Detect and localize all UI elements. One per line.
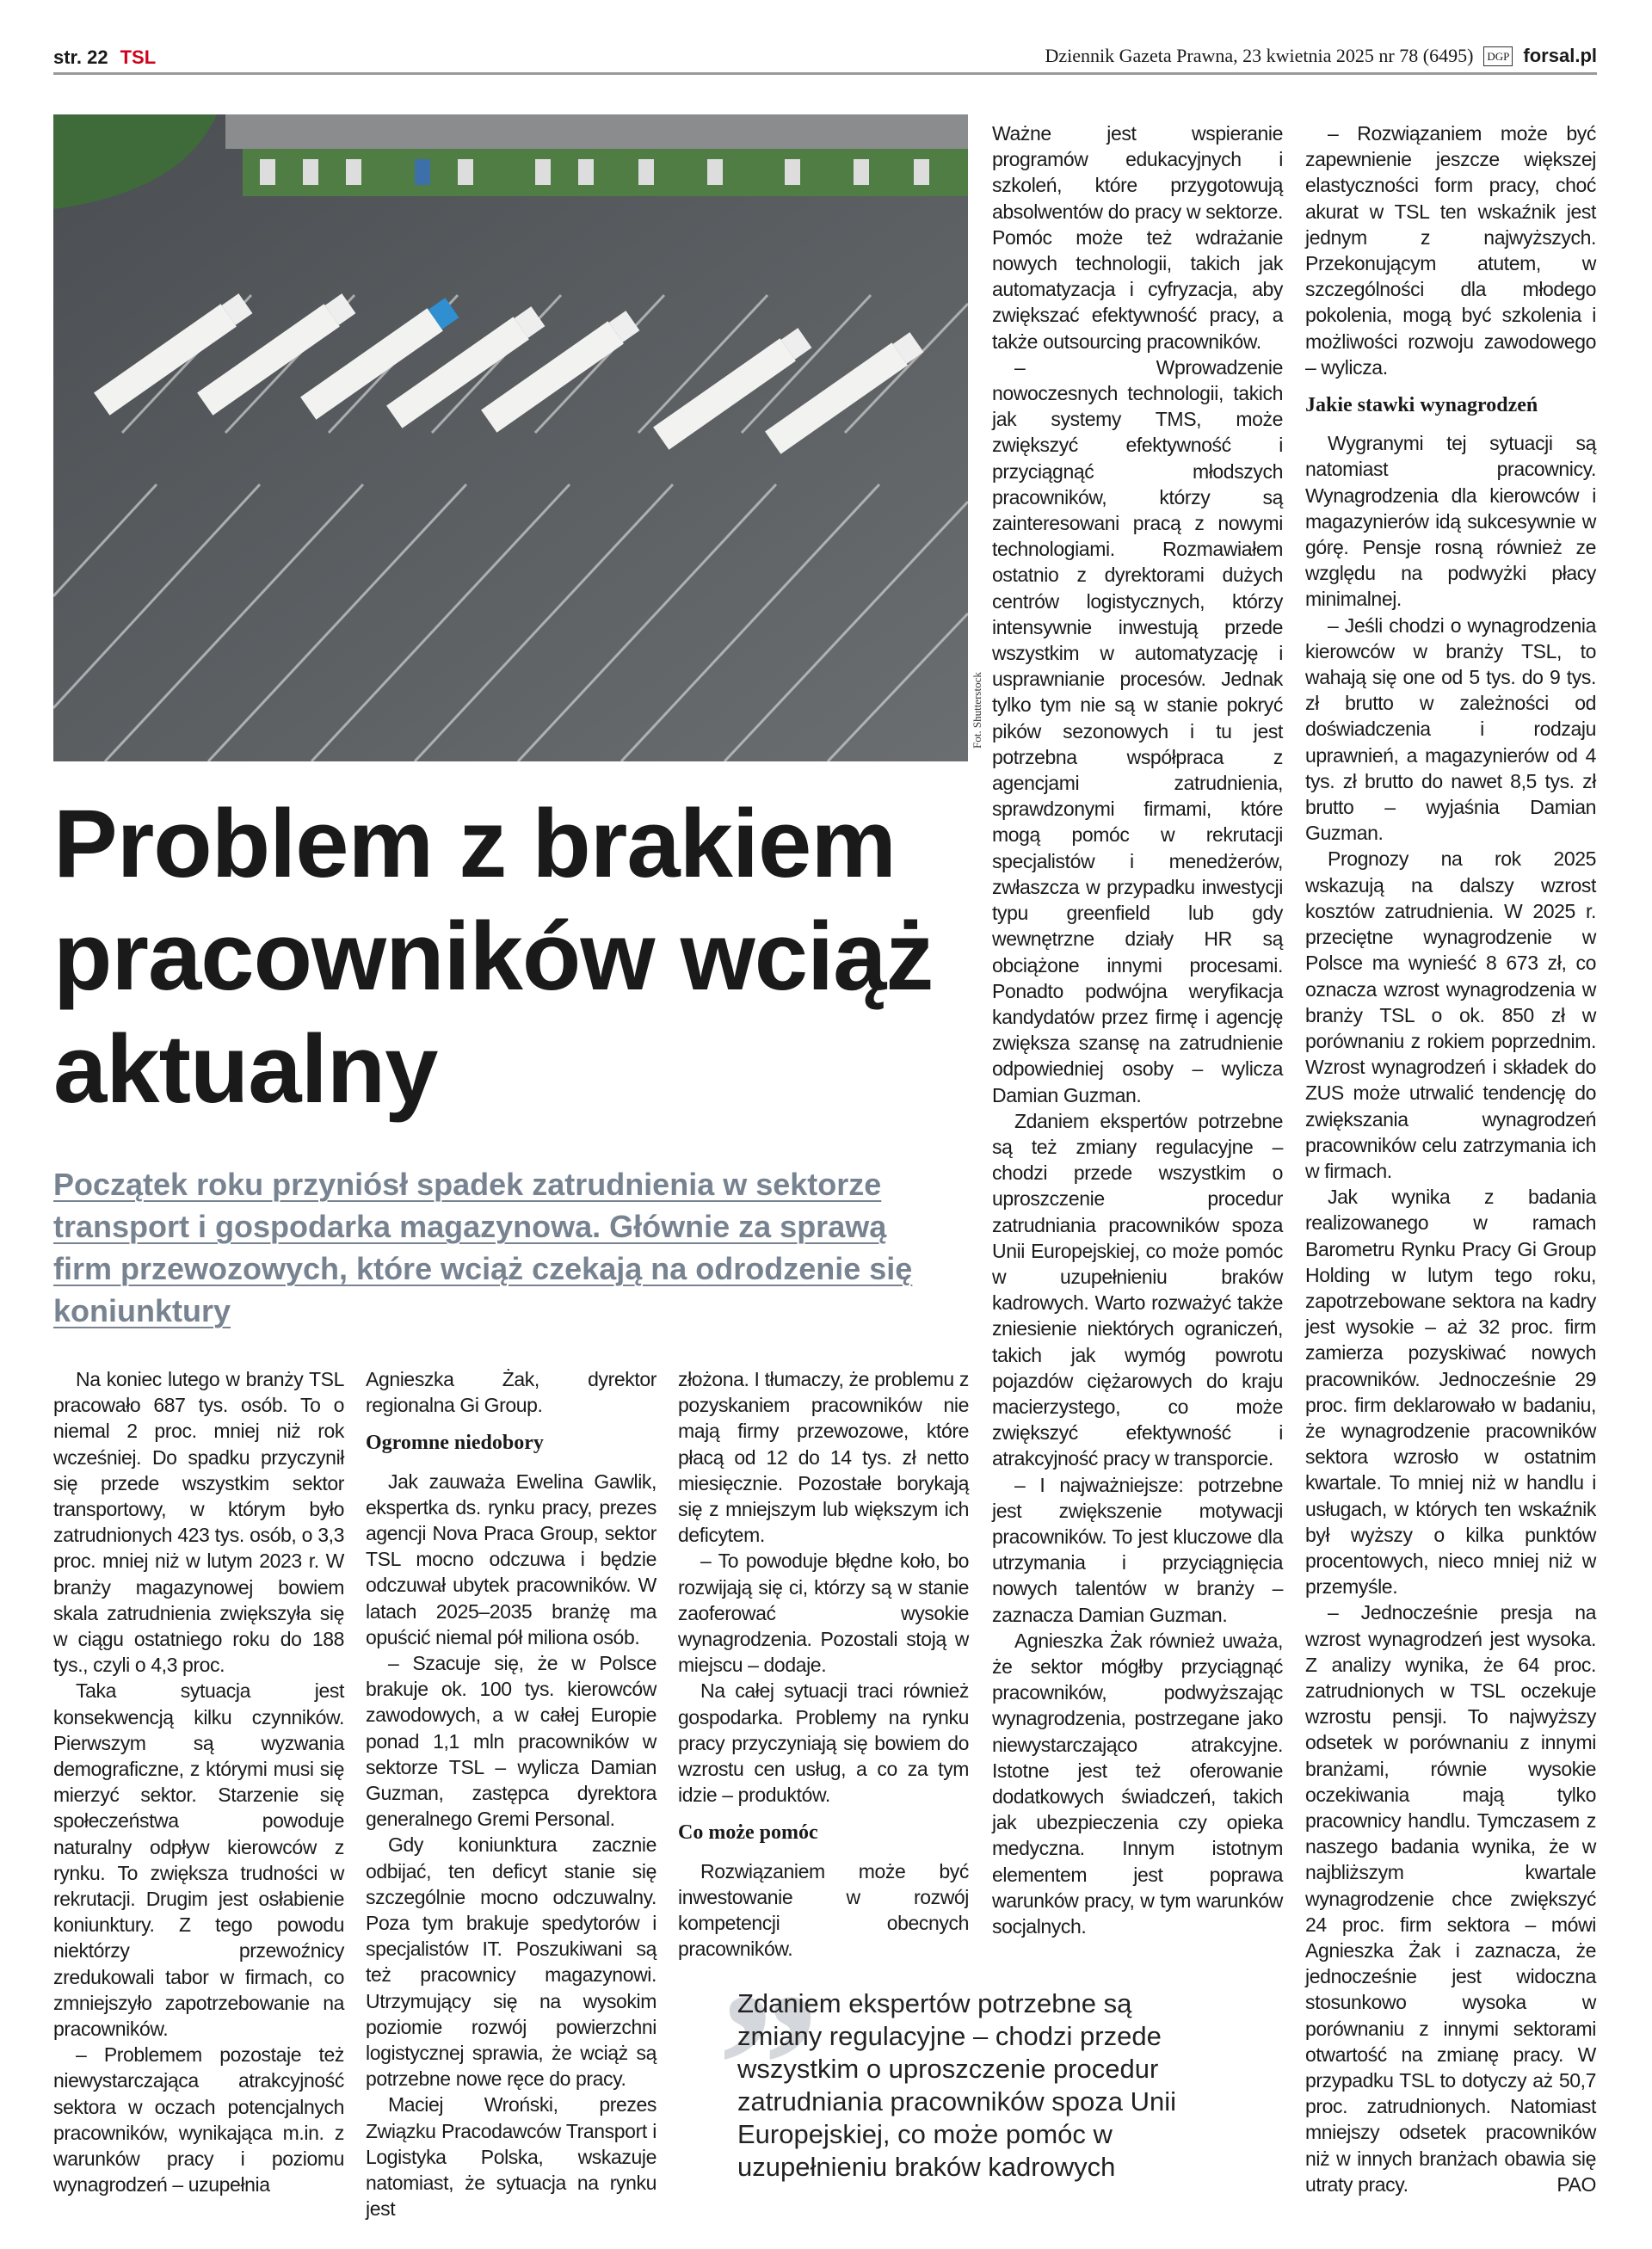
paragraph: Jak zauważa Ewelina Gawlik, ekspertka ds. rynku pracy, prezes agencji Nova Praca Group, sektor TSL mocno odczuwa i będzie odczuwał ubytek pracowników. W latach 2025–2035 branżę ma opuścić niemal pół miliona osób. bbox=[366, 1470, 656, 1648]
paragraph: złożona. I tłumaczy, że problemu z pozyskaniem pracowników nie mają firmy przewozowe, które płacą od 12 do 14 tys. zł netto miesięcznie. Pozostałe borykają się z mniejszym lub większym ich deficytem. bbox=[678, 1368, 969, 1547]
lead-text: Początek roku przyniósł spadek zatrudnienia w sektorze transport i gospodarka magazynowa. Głównie za sprawą firm przewozowych, które wciąż czekają na odrodzenie się koniunktury bbox=[53, 1167, 913, 1328]
paragraph: Na koniec lutego w branży TSL pracowało 687 tys. osób. To o niemal 2 proc. mniej niż rok wcześniej. Do spadku przyczynił się przede wszystkim sektor transportowy, w którym było zatrudnionych 423 tys. osób, o 3,3 proc. mniej niż w lutym 2023 r. W branży magazynowej bowiem skala zatrudnienia zwiększyła się w ciągu ostatniego roku do 188 tys., czyli o 4,3 proc. bbox=[53, 1368, 344, 1677]
paragraph: Agnieszka Żak, dyrektor regionalna Gi Group. bbox=[366, 1368, 656, 1417]
paragraph: – Problemem pozostaje też niewystarczająca atrakcyjność sektora w oczach potencjalnych pracowników, wynikająca m.in. z warunków pracy i poziomu wynagrodzeń – uzupełnia bbox=[53, 2043, 344, 2197]
paragraph: – Wprowadzenie nowoczesnych technologii, takich jak systemy TMS, może zwiększyć efektywność i przyciągnąć młodszych pracowników, którzy są zainteresowani pracą z nowymi technologiami. Rozmawiałem ostatnio z dyrektorami dużych centrów logistycznych, którzy intensywnie inwestują przede wszystkim w automatyzację i usprawnianie procesów. Jednak tylko tym nie są w stanie pokryć pików sezonowych i tu jest potrzebna współpraca z agencjami zatrudnienia, sprawdzonymi firmami, które mogą pomóc w rekrutacji specjalistów i menedżerów, zwłaszcza w przypadku inwestycji typu greenfield lub gdy wewnętrzne działy HR są obciążone innymi procesami. Ponadto podwójna weryfikacja kandydatów przez firmę i agencję zwiększa szansę na zatrudnienie odpowiedniej osoby – wylicza Damian Guzman. bbox=[992, 355, 1283, 1106]
header-divider bbox=[53, 72, 1597, 75]
paragraph: Prognozy na rok 2025 wskazują na dalszy wzrost kosztów zatrudnienia. W 2025 r. przeciętne wynagrodzenie w Polsce ma wynieść 8 673 zł, co oznacza wzrost wynagrodzenia w branży TSL o ok. 850 zł w porównaniu z rokiem poprzednim. Wzrost wynagrodzeń i składek do ZUS może utrwalić tendencję do zwiększania wynagrodzeń pracowników celu zatrzymania ich w firmach. bbox=[1305, 847, 1596, 1182]
paragraph: Agnieszka Żak również uważa, że sektor mógłby przyciągnąć pracowników, podwyższając wynagrodzenia, postrzegane jako niewystarczająco atrakcyjne. Istotne jest też oferowanie dodatkowych świadczeń, takich jak ubezpieczenia czy opieka medyczna. Innym istotnym elementem jest poprawa warunków pracy, w tym warunków socjalnych. bbox=[992, 1629, 1283, 1938]
paragraph: Gdy koniunktura zacznie odbijać, ten deficyt stanie się szczególnie mocno odczuwalny. Poza tym brakuje spedytorów i specjalistów IT. Poszukiwani są też pracownicy magazynowi. Utrzymujący się na wysokim poziomie rozwój powierzchni logistycznej sprawia, że wciąż są potrzebne nowe ręce do pracy. bbox=[366, 1833, 656, 2091]
paragraph: Wygranymi tej sytuacji są natomiast pracownicy. Wynagrodzenia dla kierowców i magazynierów idą sukcesywnie w górę. Pensje rosną również ze względu na podwyżki płacy minimalnej. bbox=[1305, 432, 1596, 611]
photo-credit: Fot. Shutterstock bbox=[971, 672, 983, 749]
paragraph: – To powoduje błędne koło, bo rozwijają się ci, którzy są w stanie zaoferować wysokie wynagrodzenia. Pozostali stoją w miejscu – dodaje. bbox=[678, 1550, 969, 1677]
paragraph: – Jeśli chodzi o wynagrodzenia kierowców w branży TSL, to wahają się one od 5 tys. do 9 tys. zł brutto w zależności od doświadczenia i rodzaju uprawnień, a magazynierów od 4 tys. zł brutto do nawet 8,5 tys. zł brutto – wyjaśnia Damian Guzman. bbox=[1305, 613, 1596, 845]
publication-info: Dziennik Gazeta Prawna, 23 kwietnia 2025 nr 78 (6495) bbox=[1045, 45, 1474, 66]
article-photo-trucks-parking bbox=[53, 114, 968, 761]
paragraph: Jak wynika z badania realizowanego w ramach Barometru Rynku Pracy Gi Group Holding w lutym tego roku, zapotrzebowane sektora na kadry jest wysokie – aż 32 proc. firm zamierza pozyskiwać nowych pracowników. Jednocześnie 29 proc. firm deklarowało w badaniu, że wynagrodzenie pracowników sektora wzrosło w ostatnim kwartale. To mniej niż w handlu i usługach, w których ten wskaźnik był wyższy o kilka punktów procentowych, nieco mniej niż w przemyśle. bbox=[1305, 1186, 1596, 1599]
article-column-5 bbox=[1305, 120, 1596, 2197]
article-column-1 bbox=[53, 1366, 344, 2198]
paragraph: – Szacuje się, że w Polsce brakuje ok. 100 tys. kierowców zawodowych, a w całej Europie ponad 1,1 mln pracowników w sektorze TSL – wylicza Damian Guzman, zastępca dyrektora generalnego Gremi Personal. bbox=[366, 1652, 656, 1831]
subheading: Jakie stawki wynagrodzeń bbox=[1305, 394, 1538, 417]
quote-mark-icon: ” bbox=[717, 1950, 820, 2179]
article-column-4 bbox=[992, 120, 1283, 1939]
subheading: Ogromne niedobory bbox=[366, 1432, 544, 1455]
paragraph: – I najważniejsze: potrzebne jest zwiększenie motywacji pracowników. To jest kluczowe dla utrzymania i przyciągnięcia nowych talentów w branży – zaznacza Damian Guzman. bbox=[992, 1473, 1283, 1626]
page-number: str. 22 bbox=[53, 46, 108, 68]
paragraph: Ważne jest wspieranie programów edukacyjnych i szkoleń, które przygotowują absolwentów do pracy w sektorze. Pomóc może też wdrażanie nowych technologii, takich jak automatyzacja i cyfryzacja, aby zwiększać efektywność pracy, a także outsourcing pracowników. bbox=[992, 122, 1283, 353]
site-link[interactable]: forsal.pl bbox=[1523, 45, 1597, 66]
paragraph: – Rozwiązaniem może być zapewnienie jeszcze większej elastyczności form pracy, choć akurat w TSL ten wskaźnik jest jednym z najwyższych. Przekonującym atutem, w szczególności dla młodego pokolenia, mogą być szkolenia i możliwości rozwoju zawodowego – wylicza. bbox=[1305, 122, 1596, 379]
article-headline: Problem z brakiem pracowników wciąż aktualny bbox=[53, 790, 934, 1123]
paragraph: – Jednocześnie presja na wzrost wynagrodzeń jest wysoka. Z analizy wynika, że 64 proc. zatrudnionych w TSL oczekuje wzrostu pensji. To najwyższy odsetek w porównaniu z innymi branżami, równie wysokie oczekiwania mają tylko pracownicy handlu. Tymczasem z naszego badania wynika, że w najbliższym kwartale wynagrodzenie chce zwiększyć 24 proc. firm sektora – mówi Agnieszka Żak i zaznacza, że jednocześnie jest widoczna stosunkowo wysoka w porównaniu z innymi sektorami otwartość na zmianę pracy. W przypadku TSL to dotyczy aż 50,7 proc. zatrudnionych. Natomiast mniejszy odsetek pracowników niż w innych branżach obawia się utraty pracy. bbox=[1305, 1601, 1596, 2196]
article-lead bbox=[53, 1163, 931, 1332]
author-signature: PAO bbox=[1556, 2173, 1596, 2197]
paragraph: Rozwiązaniem może być inwestowanie w rozwój kompetencji obecnych pracowników. bbox=[678, 1859, 969, 1961]
subheading: Co może pomóc bbox=[678, 1821, 818, 1845]
section-name: TSL bbox=[120, 46, 157, 68]
paragraph: Zdaniem ekspertów potrzebne są też zmiany regulacyjne – chodzi przede wszystkim o uproszczenie procedur zatrudniania pracowników spoza Unii Europejskiej, co może pomóc w uzupełnieniu braków kadrowych. Warto rozważyć także zniesienie niektórych ograniczeń, takich jak wymóg powrotu pojazdów ciężarowych do kraju macierzystego, co może zwiększyć efektywność i atrakcyjność pracy w transporcie. bbox=[992, 1109, 1283, 1470]
dgp-logo: DGP bbox=[1483, 46, 1513, 66]
paragraph: Maciej Wroński, prezes Związku Pracodawców Transport i Logistyka Polska, wskazuje natomiast, że sytuacja na rynku jest bbox=[366, 2093, 656, 2221]
paragraph: Taka sytuacja jest konsekwencją kilku czynników. Pierwszym są wyzwania demograficzne, z którymi musi się mierzyć sektor. Starzenie się społeczeństwa powoduje naturalny odpływ kierowców z rynku. To zwiększa trudności w rekrutacji. Drugim jest osłabienie koniunktury. Z tego powodu niektórzy przewoźnicy zredukowali tabor w firmach, co zmniejszyło zapotrzebowanie na pracowników. bbox=[53, 1679, 344, 2041]
article-column-3 bbox=[678, 1366, 969, 1962]
article-column-2 bbox=[366, 1366, 656, 2222]
paragraph: Na całej sytuacji traci również gospodarka. Problemy na rynku pracy przyczyniają się bowiem do wzrostu cen usług, a co za tym idzie – produktów. bbox=[678, 1679, 969, 1807]
page-section-label bbox=[53, 46, 156, 69]
masthead bbox=[1045, 45, 1597, 67]
pull-quote-text: Zdaniem ekspertów potrzebne są zmiany regulacyjne – chodzi przede wszystkim o uproszczenie procedur zatrudniania pracowników spoza Unii Europejskiej, co może pomóc w uzupełnieniu braków kadrowych bbox=[737, 1988, 1177, 2182]
pull-quote bbox=[717, 1950, 1216, 2184]
